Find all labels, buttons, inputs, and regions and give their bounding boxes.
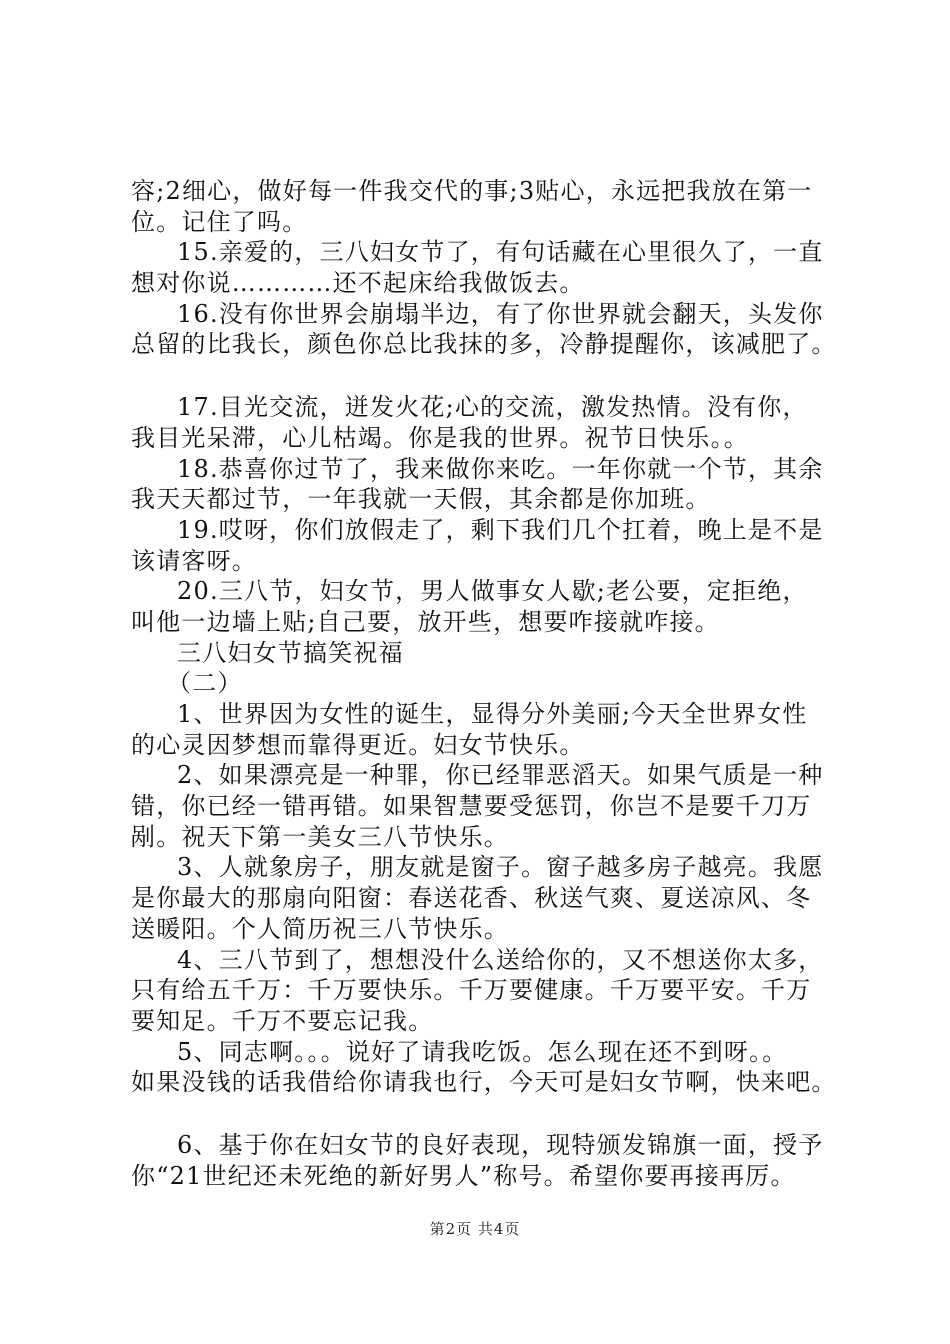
text-line: 位。记住了吗。 — [131, 207, 308, 236]
text-line: 5、同志啊。。。说好了请我吃饭。怎么现在还不到呀。。 — [177, 1037, 788, 1066]
text-line: 19.哎呀，你们放假走了，剩下我们几个扛着，晚上是不是 — [177, 515, 824, 544]
section-subheading: （二） — [167, 669, 243, 698]
text-line: 送暖阳。个人简历祝三八节快乐。 — [131, 914, 509, 943]
page-footer — [0, 1218, 950, 1239]
section-heading: 三八妇女节搞笑祝福 — [177, 638, 404, 667]
text-line: 20.三八节，妇女节，男人做事女人歇;老公要，定拒绝， — [177, 577, 808, 606]
text-line: 的心灵因梦想而靠得更近。妇女节快乐。 — [131, 730, 585, 759]
paragraph-gap — [131, 1098, 851, 1130]
text-line: 我天天都过节，一年我就一天假，其余都是你加班。 — [131, 485, 711, 514]
page-number: 第2页 共4页 — [429, 1220, 521, 1238]
text-line: 叫他一边墙上贴;自己要，放开些，想要咋接就咋接。 — [131, 607, 720, 636]
text-line: 6、基于你在妇女节的良好表现，现特颁发锦旗一面，授予 — [177, 1130, 824, 1159]
text-line: 想对你说…………还不起床给我做饭去。 — [131, 269, 585, 298]
text-line: 容;2细心，做好每一件我交代的事;3贴心，永远把我放在第一 — [131, 177, 813, 205]
text-line: 15.亲爱的，三八妇女节了，有句话藏在心里很久了，一直 — [177, 238, 824, 267]
text-line: 是你最大的那扇向阳窗：春送花香、秋送气爽、夏送凉风、冬 — [131, 884, 812, 913]
text-line: 你“21世纪还未死绝的新好男人”称号。希望你要再接再厉。 — [131, 1161, 796, 1190]
text-line: 错，你已经一错再错。如果智慧要受惩罚，你岂不是要千刀万 — [131, 792, 812, 821]
text-line: 2、如果漂亮是一种罪，你已经罪恶滔天。如果气质是一种 — [177, 761, 824, 790]
text-line: 18.恭喜你过节了，我来做你来吃。一年你就一个节，其余 — [177, 454, 824, 483]
body-text — [131, 176, 851, 1191]
text-line: 只有给五千万：千万要快乐。千万要健康。千万要平安。千万 — [131, 976, 812, 1005]
text-line: 我目光呆滞，心儿枯竭。你是我的世界。祝节日快乐。。 — [131, 423, 749, 452]
paragraph-gap — [131, 360, 851, 392]
text-line: 3、人就象房子，朋友就是窗子。窗子越多房子越亮。我愿 — [177, 853, 824, 882]
text-line: 如果没钱的话我借给你请我也行，今天可是妇女节啊，快来吧。 — [131, 1068, 837, 1097]
text-line: 该请客呀。 — [131, 546, 257, 575]
text-line: 4、三八节到了，想想没什么送给你的，又不想送你太多， — [177, 945, 824, 974]
text-line: 16.没有你世界会崩塌半边，有了你世界就会翻天，头发你 — [177, 299, 824, 328]
text-line: 1、世界因为女性的诞生，显得分外美丽;今天全世界女性 — [177, 700, 808, 728]
text-line: 总留的比我长，颜色你总比我抹的多，冷静提醒你，该减肥了。 — [131, 330, 837, 359]
text-line: 剐。祝天下第一美女三八节快乐。 — [131, 822, 509, 851]
text-line: 17.目光交流，迸发火花;心的交流，激发热情。没有你， — [177, 393, 808, 422]
text-line: 要知足。千万不要忘记我。 — [131, 1006, 434, 1035]
